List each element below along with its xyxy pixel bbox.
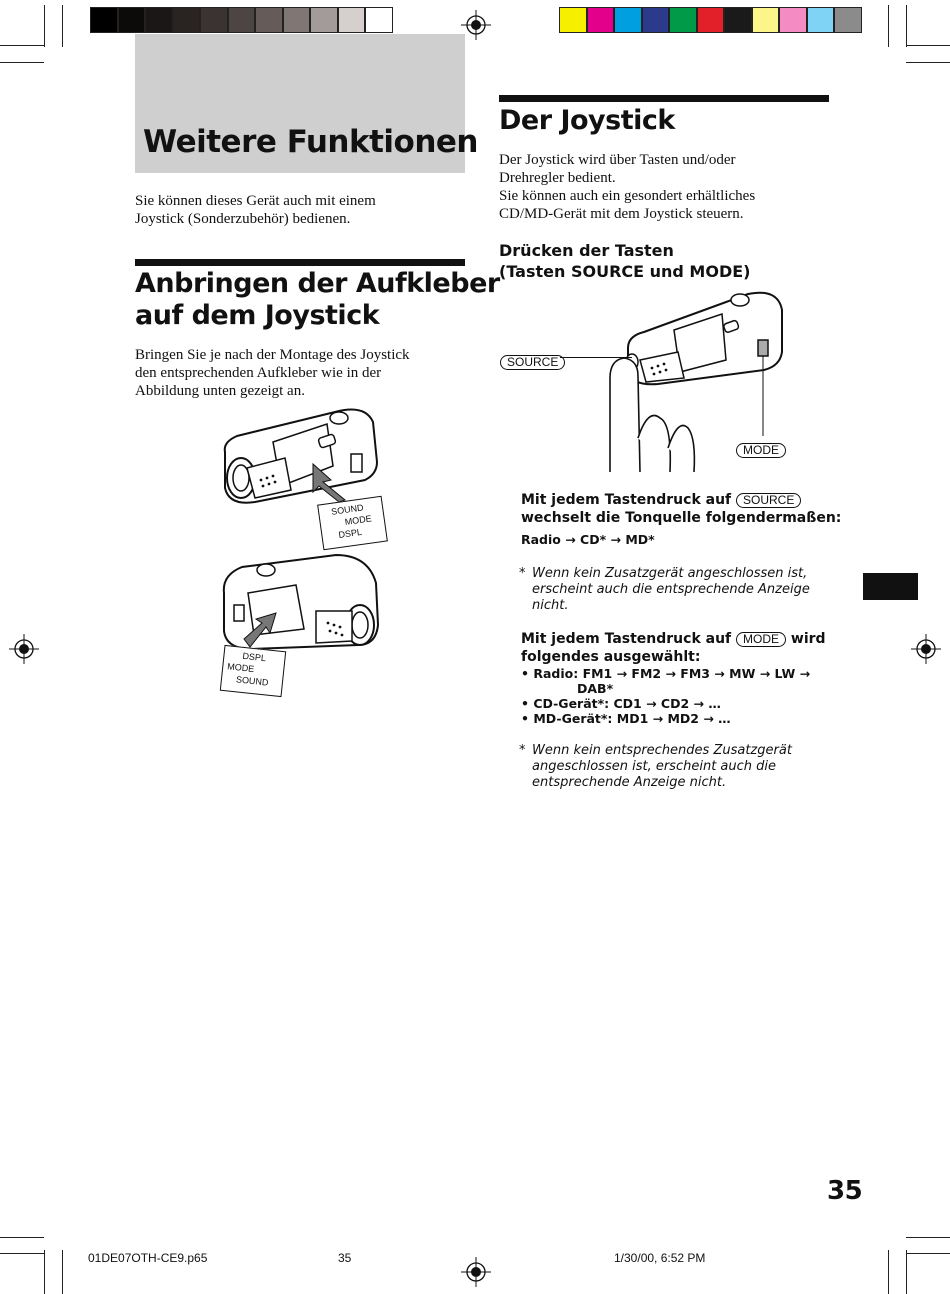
calibration-swatch <box>118 7 146 33</box>
page-number: 35 <box>827 1176 863 1206</box>
source-paragraph: Mit jedem Tastendruck auf SOURCE wechselt die Tonquelle folgendermaßen: <box>521 492 842 526</box>
calibration-swatch <box>614 7 642 33</box>
source-callout <box>500 351 565 370</box>
calibration-swatch <box>559 7 587 33</box>
registration-mark-top <box>461 10 491 40</box>
calibration-swatch <box>834 7 862 33</box>
calibration-swatch <box>283 7 311 33</box>
mode-callout <box>736 439 786 458</box>
calibration-swatch <box>669 7 697 33</box>
calibration-swatch <box>587 7 615 33</box>
note-2: * Wenn kein entsprechendes Zusatzgerät angeschlossen ist, erscheint auch die entsprechende Anzeige nicht. <box>519 743 792 790</box>
sticker-2: DSPL MODE SOUND <box>220 645 286 697</box>
registration-mark-bottom <box>461 1257 491 1287</box>
calibration-swatch <box>90 7 118 33</box>
calibration-swatch <box>642 7 670 33</box>
registration-mark-right <box>911 634 941 664</box>
heading-stickers: Anbringen der Aufkleber auf dem Joystick <box>135 268 500 331</box>
heading-joystick: Der Joystick <box>499 105 675 136</box>
calibration-swatch <box>310 7 338 33</box>
calibration-swatch <box>724 7 752 33</box>
list-item: • CD-Gerät*: CD1 → CD2 → … <box>521 696 721 711</box>
calibration-swatch <box>365 7 393 33</box>
mode-paragraph: Mit jedem Tastendruck auf MODE wird folgendes ausgewählt: <box>521 631 826 665</box>
list-item: • MD-Gerät*: MD1 → MD2 → … <box>521 711 731 726</box>
note-1: * Wenn kein Zusatzgerät angeschlossen ist, erscheint auch die entsprechende Anzeige nicht. <box>519 566 810 613</box>
left-intro: Sie können dieses Gerät auch mit einem Joystick (Sonderzubehör) bedienen. <box>135 193 376 227</box>
calibration-swatch <box>779 7 807 33</box>
footer-file: 01DE07OTH-CE9.p65 <box>88 1251 208 1265</box>
calibration-swatch <box>228 7 256 33</box>
thumb-index-tab <box>863 573 918 600</box>
calibration-swatch <box>173 7 201 33</box>
mode-key-inline: MODE <box>736 632 786 647</box>
mode-list <box>521 666 810 726</box>
list-item: • Radio: FM1 → FM2 → FM3 → MW → LW → <box>521 666 811 681</box>
calibration-swatch <box>255 7 283 33</box>
heading-rule-left <box>135 259 465 266</box>
calibration-swatch <box>807 7 835 33</box>
calibration-swatch <box>145 7 173 33</box>
note-2-asterisk: * <box>519 743 526 758</box>
source-key-inline: SOURCE <box>736 493 801 508</box>
mode-key-label: MODE <box>736 443 786 458</box>
subheading-buttons: Drücken der Tasten (Tasten SOURCE und MODE) <box>499 241 751 281</box>
source-leader-line <box>560 357 632 358</box>
registration-mark-left <box>9 634 39 664</box>
note-1-asterisk: * <box>519 566 526 581</box>
left-body: Bringen Sie je nach der Montage des Joystick den entsprechenden Aufkleber wie in der Abbildung unten gezeigt an. <box>135 347 410 399</box>
calibration-swatch <box>752 7 780 33</box>
calibration-swatch <box>200 7 228 33</box>
calibration-swatch <box>338 7 366 33</box>
footer-page: 35 <box>338 1251 352 1265</box>
calibration-swatch <box>697 7 725 33</box>
source-key-label: SOURCE <box>500 355 565 370</box>
footer-date: 1/30/00, 6:52 PM <box>614 1251 706 1265</box>
right-intro: Der Joystick wird über Tasten und/oder Drehregler bedient. Sie können auch ein gesondert erhältliches CD/MD-Gerät mit dem Joystick steuern. <box>499 152 756 222</box>
sticker-1: SOUND MODE DSPL <box>317 496 388 551</box>
list-item: DAB* <box>577 681 614 696</box>
joystick-illustration-2 <box>218 553 383 658</box>
heading-rule-right <box>499 95 829 102</box>
section-title: Weitere Funktionen <box>143 124 478 160</box>
source-sequence: Radio → CD* → MD* <box>521 532 655 547</box>
